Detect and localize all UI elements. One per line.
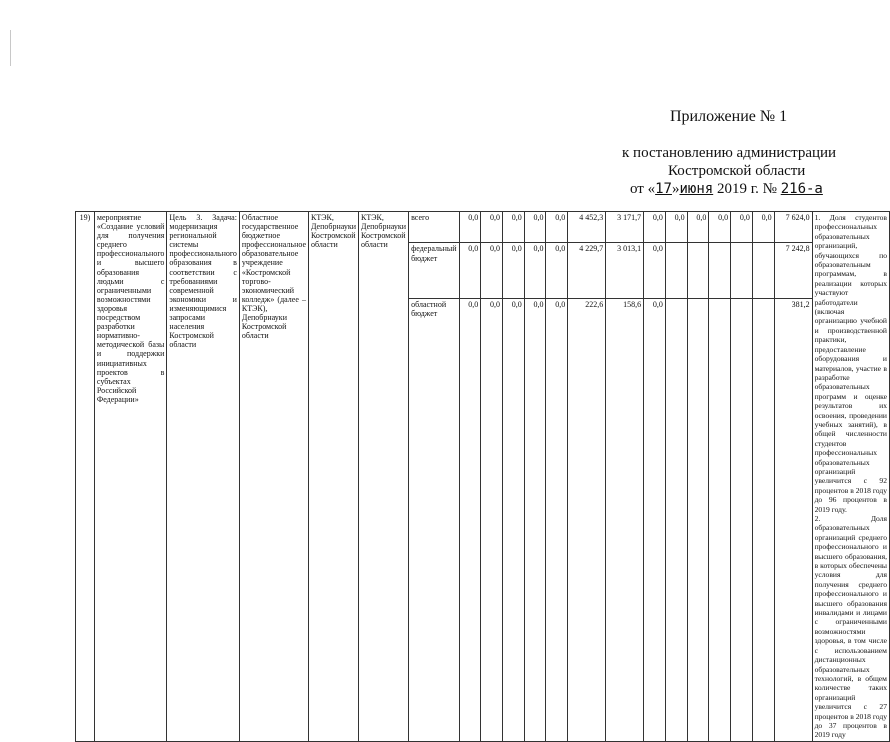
activity-cell: мероприятие «Создание условий для получения среднего профессионального и высшего образования людьми с ограниченными возможностями здоровья посредством разработки нормативно-методической базы и поддержки инициативных проектов в субъектах Российской Федерации»: [94, 212, 167, 742]
value-cell: 0,0: [503, 298, 525, 741]
value-cell: [665, 298, 687, 741]
value-cell: [752, 298, 774, 741]
value-cell: 0,0: [644, 212, 666, 243]
value-cell: 158,6: [606, 298, 644, 741]
header-line-date: [630, 181, 823, 198]
value-cell: 0,0: [709, 212, 731, 243]
value-cell: 0,0: [546, 212, 568, 243]
value-cell: [752, 243, 774, 298]
row-number: 19): [76, 212, 95, 742]
value-cell: 0,0: [524, 212, 546, 243]
value-cell: 0,0: [459, 298, 481, 741]
value-cell: 0,0: [752, 212, 774, 243]
program-table: [75, 211, 890, 742]
budget-type-cell: федеральный бюджет: [409, 243, 459, 298]
date-month: июня: [679, 181, 714, 197]
responsible-cell: Областное государственное бюджетное профессиональное образовательное учреждение «Костромской торгово-экономический колледж» (далее – КТЭК), Депобрнауки Костромской области: [239, 212, 308, 742]
coexecutor-cell: КТЭК, Депобрнауки Костромской области: [359, 212, 409, 742]
total-cell: 7 242,8: [774, 243, 812, 298]
value-cell: 3 171,7: [606, 212, 644, 243]
date-prefix: от «: [630, 181, 656, 197]
header-line-resolution: к постановлению администрации: [622, 145, 837, 161]
value-cell: 0,0: [644, 243, 666, 298]
indicators-cell: 1. Доля студентов профессиональных образовательных организаций, обучающихся по образовательным программам, в реализации которых участвуют работодатели (включая организацию учебной и производственной практики, предоставление оборудования и материалов, участие в разработке образовательных программ и оценке результатов их освоения, проведении учебных занятий), в общей численности студентов профессиональных образовательных организаций увеличится с 92 процентов в 2018 году до 96 процентов в 2019 году. 2. Доля образовательных организаций среднего профессионального и высшего образования, в которых обеспечены условия для получения среднего профессионального и высшего образования инвалидами и лицами с ограниченными возможностями здоровья, в том числе с использованием дистанционных образовательных технологий, в общем количестве таких организаций увеличится с 27 процентов в 2018 году до 37 процентов в 2019 году: [812, 212, 889, 742]
value-cell: [731, 298, 753, 741]
value-cell: 0,0: [503, 243, 525, 298]
value-cell: [731, 243, 753, 298]
appendix-title: Приложение № 1: [670, 108, 788, 125]
value-cell: 222,6: [568, 298, 606, 741]
value-cell: 0,0: [459, 212, 481, 243]
value-cell: 0,0: [546, 243, 568, 298]
goal-cell: Цель 3. Задача: модернизация региональной системы профессионального образования в соответствии с требованиями современной экономики и изменяющимися запросами населения Костромской области: [167, 212, 240, 742]
value-cell: [709, 298, 731, 741]
value-cell: 0,0: [481, 298, 503, 741]
value-cell: 0,0: [524, 298, 546, 741]
total-cell: 381,2: [774, 298, 812, 741]
date-mid1: »: [671, 181, 680, 197]
value-cell: 3 013,1: [606, 243, 644, 298]
value-cell: 0,0: [481, 212, 503, 243]
value-cell: [687, 298, 709, 741]
value-cell: 0,0: [546, 298, 568, 741]
value-cell: 0,0: [503, 212, 525, 243]
budget-type-cell: всего: [409, 212, 459, 243]
value-cell: 0,0: [481, 243, 503, 298]
value-cell: 4 452,3: [568, 212, 606, 243]
executor-cell: КТЭК, Депобрнауки Костромской области: [308, 212, 358, 742]
value-cell: [687, 243, 709, 298]
total-cell: 7 624,0: [774, 212, 812, 243]
date-day: 17: [655, 181, 672, 197]
budget-type-cell: областной бюджет: [409, 298, 459, 741]
value-cell: 0,0: [731, 212, 753, 243]
date-mid2: 2019 г. №: [713, 181, 781, 197]
header-line-region: Костромской области: [668, 163, 806, 179]
value-cell: 4 229,7: [568, 243, 606, 298]
table-row: [76, 212, 890, 243]
margin-mark: [10, 30, 11, 66]
value-cell: [665, 243, 687, 298]
value-cell: 0,0: [665, 212, 687, 243]
value-cell: [709, 243, 731, 298]
value-cell: 0,0: [644, 298, 666, 741]
document-number: 216-а: [780, 181, 823, 197]
value-cell: 0,0: [459, 243, 481, 298]
value-cell: 0,0: [687, 212, 709, 243]
value-cell: 0,0: [524, 243, 546, 298]
